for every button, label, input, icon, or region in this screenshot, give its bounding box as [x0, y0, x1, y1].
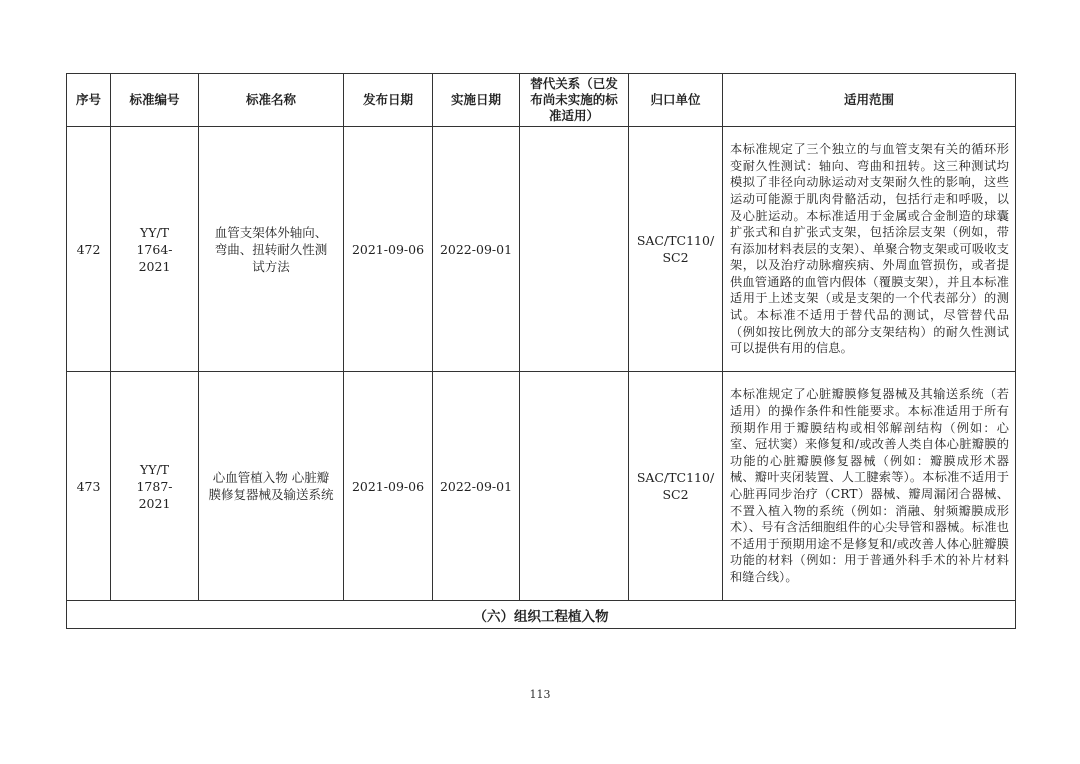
header-impl-date: 实施日期	[433, 74, 520, 127]
header-seq: 序号	[67, 74, 111, 127]
section-row	[67, 601, 1016, 629]
cell-pub-date: 2021-09-06	[344, 372, 433, 601]
cell-pub-date: 2021-09-06	[344, 127, 433, 372]
cell-unit: SAC/TC110/SC2	[629, 372, 723, 601]
cell-code: YY/T 1764-2021	[111, 127, 199, 372]
cell-seq: 472	[67, 127, 111, 372]
cell-replacement	[520, 372, 629, 601]
table-row	[67, 372, 1016, 601]
cell-seq: 473	[67, 372, 111, 601]
cell-impl-date: 2022-09-01	[433, 127, 520, 372]
cell-code: YY/T 1787-2021	[111, 372, 199, 601]
table-row	[67, 127, 1016, 372]
header-unit: 归口单位	[629, 74, 723, 127]
header-name: 标准名称	[199, 74, 344, 127]
cell-unit: SAC/TC110/SC2	[629, 127, 723, 372]
cell-scope: 本标准规定了心脏瓣膜修复器械及其输送系统（若适用）的操作条件和性能要求。本标准适用于所有预期作用于瓣膜结构或相邻解剖结构（例如：心室、冠状窦）来修复和/或改善人类自体心脏瓣膜的功能的心脏瓣膜修复器械（例如：瓣膜成形术器械、瓣叶夹闭装置、人工腱索等）。本标准不适用于心脏再同步治疗（CRT）器械、瓣周漏闭合器械、不置入植入物的系统（例如：消融、射频瓣膜成形术）、号有含活细胞组件的心尖导管和器械。标准也不适用于预期用途不是修复和/或改善人体心脏瓣膜功能的材料（例如：用于普通外科手术的补片材料和缝合线）。	[723, 372, 1016, 601]
cell-replacement	[520, 127, 629, 372]
standards-table	[66, 73, 1016, 629]
header-pub-date: 发布日期	[344, 74, 433, 127]
header-scope: 适用范围	[723, 74, 1016, 127]
header-code: 标准编号	[111, 74, 199, 127]
cell-impl-date: 2022-09-01	[433, 372, 520, 601]
page-number: 113	[529, 688, 551, 701]
cell-scope: 本标准规定了三个独立的与血管支架有关的循环形变耐久性测试：轴向、弯曲和扭转。这三种测试均模拟了非径向动脉运动对支架耐久性的影响，这些运动可能源于肌肉骨骼活动，包括行走和呼吸，以及心脏运动。本标准适用于金属或合金制造的球囊扩张式和自扩张式支架，包括涂层支架（例如，带有添加材料表层的支架）、单聚合物支架或可吸收支架，以及治疗动脉瘤疾病、外周血管损伤，或者提供血管通路的血管内假体（覆膜支架），并且本标准适用于上述支架（或是支架的一个代表部分）的测试。本标准不适用于替代品的测试，尽管替代品（例如按比例放大的部分支架结构）的耐久性测试可以提供有用的信息。	[723, 127, 1016, 372]
cell-name: 心血管植入物 心脏瓣膜修复器械及输送系统	[199, 372, 344, 601]
header-replacement: 替代关系（已发布尚未实施的标准适用）	[520, 74, 629, 127]
section-title: （六）组织工程植入物	[67, 601, 1016, 629]
table-header-row	[67, 74, 1016, 127]
cell-name: 血管支架体外轴向、弯曲、扭转耐久性测试方法	[199, 127, 344, 372]
